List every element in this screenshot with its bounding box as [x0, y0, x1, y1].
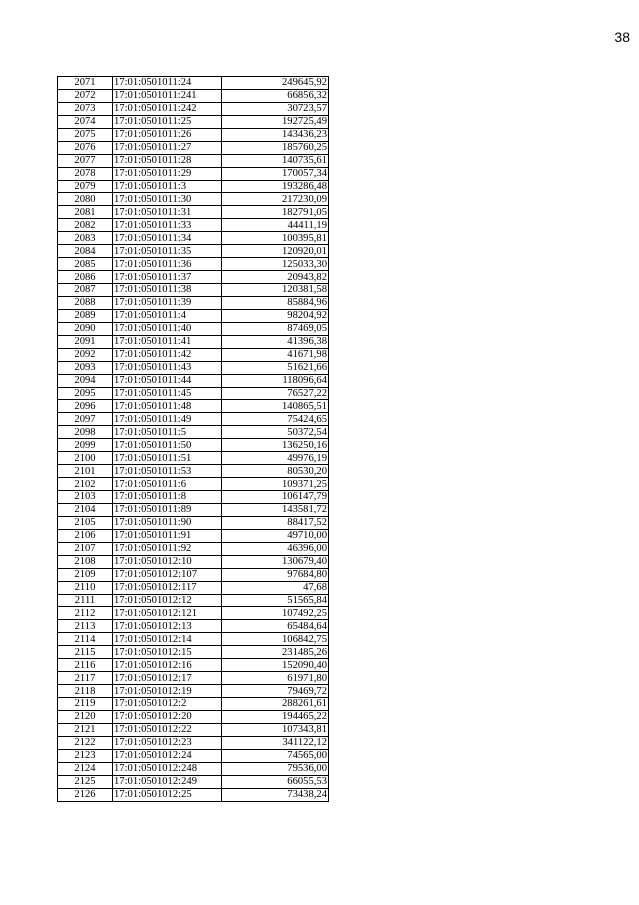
cadastral-number-cell: 17:01:0501012:25 — [113, 788, 222, 801]
value-cell: 41396,38 — [222, 335, 329, 348]
value-cell: 97684,80 — [222, 568, 329, 581]
value-cell: 65484,64 — [222, 620, 329, 633]
row-number-cell: 2099 — [58, 439, 113, 452]
value-cell: 61971,80 — [222, 672, 329, 685]
cadastral-number-cell: 17:01:0501012:117 — [113, 581, 222, 594]
cadastral-number-cell: 17:01:0501011:90 — [113, 516, 222, 529]
value-cell: 140735,61 — [222, 154, 329, 167]
row-number-cell: 2126 — [58, 788, 113, 801]
cadastral-number-cell: 17:01:0501011:42 — [113, 348, 222, 361]
table-row — [58, 219, 329, 232]
row-number-cell: 2073 — [58, 102, 113, 115]
value-cell: 109371,25 — [222, 478, 329, 491]
value-cell: 217230,09 — [222, 193, 329, 206]
cadastral-number-cell: 17:01:0501011:38 — [113, 284, 222, 297]
cadastral-number-cell: 17:01:0501011:45 — [113, 387, 222, 400]
row-number-cell: 2115 — [58, 646, 113, 659]
table-row — [58, 400, 329, 413]
value-cell: 143436,23 — [222, 128, 329, 141]
row-number-cell: 2083 — [58, 232, 113, 245]
row-number-cell: 2072 — [58, 89, 113, 102]
value-cell: 20943,82 — [222, 271, 329, 284]
row-number-cell: 2125 — [58, 775, 113, 788]
cadastral-number-cell: 17:01:0501011:41 — [113, 335, 222, 348]
value-cell: 185760,25 — [222, 141, 329, 154]
cadastral-number-cell: 17:01:0501011:53 — [113, 465, 222, 478]
value-cell: 143581,72 — [222, 503, 329, 516]
table-row — [58, 465, 329, 478]
table-row — [58, 296, 329, 309]
row-number-cell: 2081 — [58, 206, 113, 219]
value-cell: 75424,65 — [222, 413, 329, 426]
table-row — [58, 141, 329, 154]
table-row — [58, 698, 329, 711]
cadastral-number-cell: 17:01:0501011:24 — [113, 77, 222, 90]
cadastral-number-cell: 17:01:0501011:8 — [113, 491, 222, 504]
table-row — [58, 607, 329, 620]
row-number-cell: 2104 — [58, 503, 113, 516]
value-cell: 107343,81 — [222, 723, 329, 736]
row-number-cell: 2078 — [58, 167, 113, 180]
value-cell: 66856,32 — [222, 89, 329, 102]
table-row — [58, 180, 329, 193]
cadastral-number-cell: 17:01:0501012:20 — [113, 710, 222, 723]
row-number-cell: 2089 — [58, 309, 113, 322]
row-number-cell: 2113 — [58, 620, 113, 633]
cadastral-number-cell: 17:01:0501011:35 — [113, 245, 222, 258]
table-row — [58, 672, 329, 685]
row-number-cell: 2098 — [58, 426, 113, 439]
table-row — [58, 284, 329, 297]
table-row — [58, 167, 329, 180]
table-row — [58, 659, 329, 672]
cadastral-number-cell: 17:01:0501011:48 — [113, 400, 222, 413]
cadastral-number-cell: 17:01:0501011:49 — [113, 413, 222, 426]
table-row — [58, 581, 329, 594]
cadastral-number-cell: 17:01:0501011:242 — [113, 102, 222, 115]
value-cell: 100395,81 — [222, 232, 329, 245]
cadastral-number-cell: 17:01:0501011:40 — [113, 322, 222, 335]
row-number-cell: 2108 — [58, 555, 113, 568]
cadastral-number-cell: 17:01:0501012:22 — [113, 723, 222, 736]
table-row — [58, 335, 329, 348]
table-row — [58, 348, 329, 361]
table-row — [58, 710, 329, 723]
cadastral-number-cell: 17:01:0501012:12 — [113, 594, 222, 607]
row-number-cell: 2071 — [58, 77, 113, 90]
row-number-cell: 2074 — [58, 115, 113, 128]
cadastral-number-cell: 17:01:0501011:36 — [113, 258, 222, 271]
value-cell: 49976,19 — [222, 452, 329, 465]
cadastral-number-cell: 17:01:0501011:51 — [113, 452, 222, 465]
cadastral-number-cell: 17:01:0501012:249 — [113, 775, 222, 788]
cadastral-number-cell: 17:01:0501011:25 — [113, 115, 222, 128]
value-cell: 231485,26 — [222, 646, 329, 659]
table-row — [58, 516, 329, 529]
value-cell: 44411,19 — [222, 219, 329, 232]
row-number-cell: 2090 — [58, 322, 113, 335]
value-cell: 130679,40 — [222, 555, 329, 568]
row-number-cell: 2076 — [58, 141, 113, 154]
table-row — [58, 736, 329, 749]
table-row — [58, 646, 329, 659]
table-row — [58, 115, 329, 128]
table-row — [58, 89, 329, 102]
table-row — [58, 206, 329, 219]
cadastral-number-cell: 17:01:0501011:3 — [113, 180, 222, 193]
row-number-cell: 2084 — [58, 245, 113, 258]
table-row — [58, 193, 329, 206]
row-number-cell: 2114 — [58, 633, 113, 646]
cadastral-number-cell: 17:01:0501012:10 — [113, 555, 222, 568]
cadastral-number-cell: 17:01:0501011:37 — [113, 271, 222, 284]
cadastral-number-cell: 17:01:0501011:39 — [113, 296, 222, 309]
table-row — [58, 723, 329, 736]
cadastral-number-cell: 17:01:0501012:107 — [113, 568, 222, 581]
table-row — [58, 439, 329, 452]
row-number-cell: 2101 — [58, 465, 113, 478]
cadastral-number-cell: 17:01:0501012:24 — [113, 749, 222, 762]
table-row — [58, 620, 329, 633]
cadastral-number-cell: 17:01:0501011:28 — [113, 154, 222, 167]
row-number-cell: 2119 — [58, 698, 113, 711]
row-number-cell: 2093 — [58, 361, 113, 374]
cadastral-number-cell: 17:01:0501012:2 — [113, 698, 222, 711]
value-cell: 140865,51 — [222, 400, 329, 413]
value-cell: 74565,00 — [222, 749, 329, 762]
table-row — [58, 478, 329, 491]
row-number-cell: 2117 — [58, 672, 113, 685]
table-row — [58, 775, 329, 788]
row-number-cell: 2095 — [58, 387, 113, 400]
cadastral-number-cell: 17:01:0501012:23 — [113, 736, 222, 749]
value-cell: 98204,92 — [222, 309, 329, 322]
value-cell: 87469,05 — [222, 322, 329, 335]
value-cell: 107492,25 — [222, 607, 329, 620]
cadastral-number-cell: 17:01:0501012:17 — [113, 672, 222, 685]
cadastral-number-cell: 17:01:0501011:50 — [113, 439, 222, 452]
table-row — [58, 361, 329, 374]
value-cell: 288261,61 — [222, 698, 329, 711]
table-row — [58, 322, 329, 335]
value-cell: 85884,96 — [222, 296, 329, 309]
value-cell: 30723,57 — [222, 102, 329, 115]
row-number-cell: 2106 — [58, 529, 113, 542]
value-cell: 249645,92 — [222, 77, 329, 90]
row-number-cell: 2094 — [58, 374, 113, 387]
table-row — [58, 542, 329, 555]
row-number-cell: 2086 — [58, 271, 113, 284]
table-row — [58, 594, 329, 607]
value-cell: 170057,34 — [222, 167, 329, 180]
cadastral-number-cell: 17:01:0501012:121 — [113, 607, 222, 620]
value-cell: 120920,01 — [222, 245, 329, 258]
row-number-cell: 2102 — [58, 478, 113, 491]
row-number-cell: 2096 — [58, 400, 113, 413]
value-cell: 136250,16 — [222, 439, 329, 452]
row-number-cell: 2080 — [58, 193, 113, 206]
table-row — [58, 633, 329, 646]
table-row — [58, 77, 329, 90]
row-number-cell: 2087 — [58, 284, 113, 297]
row-number-cell: 2088 — [58, 296, 113, 309]
table-row — [58, 309, 329, 322]
row-number-cell: 2120 — [58, 710, 113, 723]
row-number-cell: 2085 — [58, 258, 113, 271]
value-cell: 51621,66 — [222, 361, 329, 374]
value-cell: 88417,52 — [222, 516, 329, 529]
cadastral-number-cell: 17:01:0501012:16 — [113, 659, 222, 672]
value-cell: 79536,00 — [222, 762, 329, 775]
row-number-cell: 2103 — [58, 491, 113, 504]
value-cell: 193286,48 — [222, 180, 329, 193]
row-number-cell: 2077 — [58, 154, 113, 167]
cadastral-number-cell: 17:01:0501011:44 — [113, 374, 222, 387]
cadastral-number-cell: 17:01:0501011:241 — [113, 89, 222, 102]
row-number-cell: 2111 — [58, 594, 113, 607]
table-row — [58, 128, 329, 141]
cadastral-number-cell: 17:01:0501011:27 — [113, 141, 222, 154]
cadastral-number-cell: 17:01:0501012:19 — [113, 685, 222, 698]
value-cell: 41671,98 — [222, 348, 329, 361]
value-cell: 66055,53 — [222, 775, 329, 788]
value-cell: 49710,00 — [222, 529, 329, 542]
cadastral-number-cell: 17:01:0501011:4 — [113, 309, 222, 322]
value-cell: 118096,64 — [222, 374, 329, 387]
table-row — [58, 529, 329, 542]
cadastral-number-cell: 17:01:0501011:92 — [113, 542, 222, 555]
row-number-cell: 2123 — [58, 749, 113, 762]
table-row — [58, 102, 329, 115]
page-number: 38 — [614, 29, 630, 45]
row-number-cell: 2091 — [58, 335, 113, 348]
cadastral-number-cell: 17:01:0501011:43 — [113, 361, 222, 374]
value-cell: 50372,54 — [222, 426, 329, 439]
row-number-cell: 2124 — [58, 762, 113, 775]
cadastral-number-cell: 17:01:0501011:91 — [113, 529, 222, 542]
value-cell: 106147,79 — [222, 491, 329, 504]
value-cell: 51565,84 — [222, 594, 329, 607]
table-row — [58, 491, 329, 504]
cadastral-number-cell: 17:01:0501012:248 — [113, 762, 222, 775]
data-table — [57, 76, 329, 802]
row-number-cell: 2075 — [58, 128, 113, 141]
value-cell: 106842,75 — [222, 633, 329, 646]
cadastral-number-cell: 17:01:0501011:34 — [113, 232, 222, 245]
table-row — [58, 413, 329, 426]
table-row — [58, 555, 329, 568]
cadastral-number-cell: 17:01:0501011:89 — [113, 503, 222, 516]
table-row — [58, 762, 329, 775]
table-row — [58, 154, 329, 167]
cadastral-number-cell: 17:01:0501011:29 — [113, 167, 222, 180]
table-row — [58, 387, 329, 400]
cadastral-number-cell: 17:01:0501012:15 — [113, 646, 222, 659]
row-number-cell: 2105 — [58, 516, 113, 529]
value-cell: 79469,72 — [222, 685, 329, 698]
table-row — [58, 568, 329, 581]
cadastral-number-cell: 17:01:0501011:6 — [113, 478, 222, 491]
row-number-cell: 2107 — [58, 542, 113, 555]
table-row — [58, 271, 329, 284]
cadastral-number-cell: 17:01:0501011:30 — [113, 193, 222, 206]
value-cell: 194465,22 — [222, 710, 329, 723]
table-row — [58, 452, 329, 465]
value-cell: 152090,40 — [222, 659, 329, 672]
value-cell: 73438,24 — [222, 788, 329, 801]
cadastral-number-cell: 17:01:0501011:31 — [113, 206, 222, 219]
row-number-cell: 2100 — [58, 452, 113, 465]
value-cell: 341122,12 — [222, 736, 329, 749]
table-row — [58, 426, 329, 439]
cadastral-number-cell: 17:01:0501011:26 — [113, 128, 222, 141]
row-number-cell: 2082 — [58, 219, 113, 232]
row-number-cell: 2118 — [58, 685, 113, 698]
table-row — [58, 788, 329, 801]
row-number-cell: 2116 — [58, 659, 113, 672]
table-row — [58, 503, 329, 516]
row-number-cell: 2121 — [58, 723, 113, 736]
row-number-cell: 2097 — [58, 413, 113, 426]
table-row — [58, 258, 329, 271]
value-cell: 80530,20 — [222, 465, 329, 478]
row-number-cell: 2110 — [58, 581, 113, 594]
table-row — [58, 685, 329, 698]
table-body — [58, 77, 329, 802]
table-row — [58, 245, 329, 258]
cadastral-number-cell: 17:01:0501012:14 — [113, 633, 222, 646]
value-cell: 192725,49 — [222, 115, 329, 128]
cadastral-number-cell: 17:01:0501011:33 — [113, 219, 222, 232]
row-number-cell: 2122 — [58, 736, 113, 749]
value-cell: 120381,58 — [222, 284, 329, 297]
table-row — [58, 749, 329, 762]
row-number-cell: 2112 — [58, 607, 113, 620]
value-cell: 182791,05 — [222, 206, 329, 219]
table-row — [58, 232, 329, 245]
row-number-cell: 2092 — [58, 348, 113, 361]
row-number-cell: 2109 — [58, 568, 113, 581]
value-cell: 47,68 — [222, 581, 329, 594]
value-cell: 76527,22 — [222, 387, 329, 400]
cadastral-number-cell: 17:01:0501011:5 — [113, 426, 222, 439]
cadastral-number-cell: 17:01:0501012:13 — [113, 620, 222, 633]
row-number-cell: 2079 — [58, 180, 113, 193]
table-row — [58, 374, 329, 387]
value-cell: 46396,00 — [222, 542, 329, 555]
value-cell: 125033,30 — [222, 258, 329, 271]
